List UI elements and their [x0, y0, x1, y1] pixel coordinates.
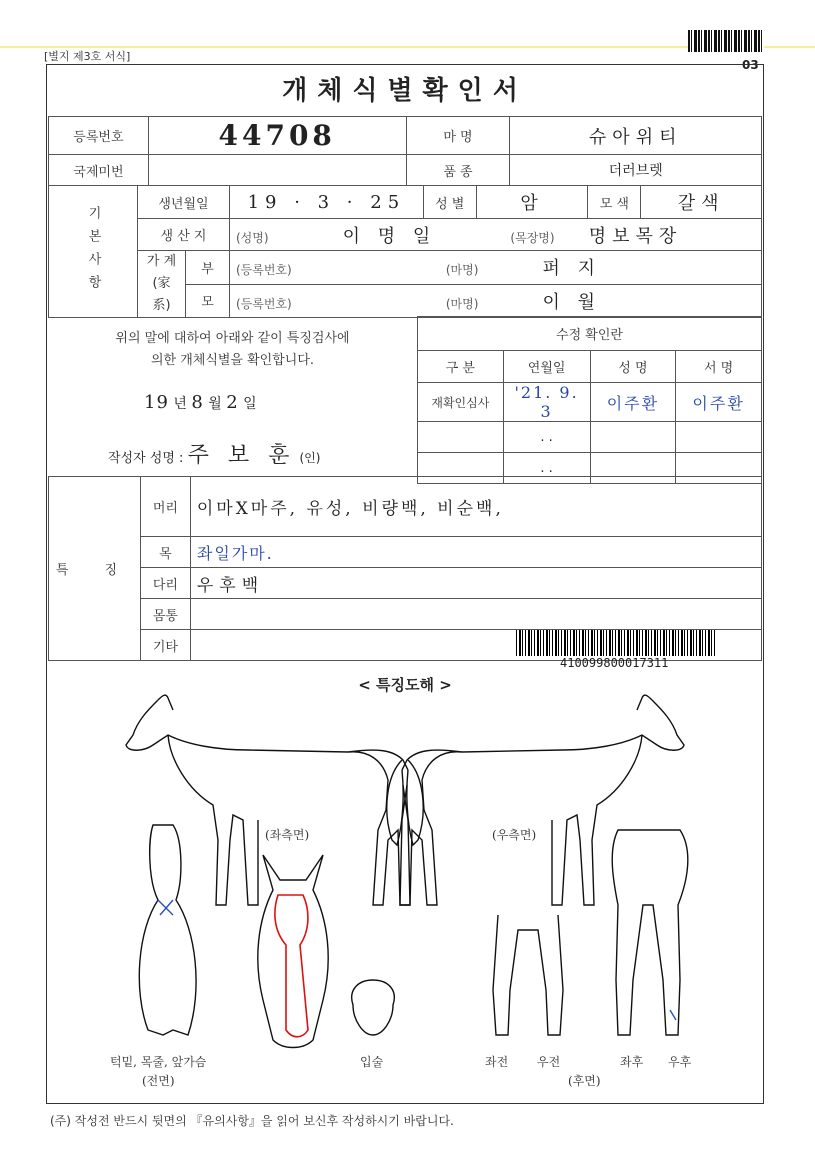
sire-cell — [229, 251, 761, 285]
row2-type — [418, 422, 504, 453]
dam-label: 모 — [186, 284, 230, 318]
mid-barcode — [516, 630, 716, 656]
col-name: 성 명 — [590, 351, 676, 383]
origin-name-value: 이 명 일 — [342, 225, 437, 247]
breed-value: 더러브렛 — [510, 155, 762, 186]
author-value: 주 보 훈 — [187, 443, 296, 468]
etc-label: 기타 — [140, 630, 190, 661]
reg-no-label: 등록번호 — [49, 117, 149, 155]
footer-note: (주) 작성전 반드시 뒷면의 『유의사항』을 읽어 보신후 작성하시기 바랍니다. — [50, 1114, 454, 1128]
color-value: 갈색 — [641, 186, 762, 219]
horse-right-side — [387, 695, 684, 905]
caption-lips: 입술 — [360, 1055, 384, 1069]
neck-value: 좌일가마. — [190, 537, 761, 568]
col-type: 구 분 — [418, 351, 504, 383]
row1-sign: 이주환 — [676, 383, 762, 422]
origin-cell — [229, 219, 761, 251]
row1-date: '21. 9. 3 — [503, 383, 590, 422]
author-line — [108, 438, 320, 469]
leg-value: 우후백 — [190, 568, 761, 599]
author-seal: (인) — [299, 451, 321, 465]
confirm-block — [48, 316, 418, 477]
caption-left-side: (좌측면) — [265, 828, 310, 842]
sire-name-value: 퍼 지 — [542, 258, 602, 280]
statement-line-2: 의한 개체식별을 확인합니다. — [150, 353, 315, 368]
intl-no-label: 국제미번 — [49, 155, 149, 186]
horse-left-side — [126, 695, 423, 905]
sire-name-label: (마명) — [445, 263, 479, 278]
barcode-number: 410099800017311 — [560, 656, 669, 670]
row1-type: 재확인심사 — [418, 383, 504, 422]
family-label-cell — [138, 251, 186, 318]
origin-label: 생 산 지 — [138, 219, 230, 251]
caption-right-fore: 우전 — [537, 1055, 561, 1069]
neck-label: 목 — [140, 537, 190, 568]
body-value — [190, 599, 761, 630]
sire-reg-label: (등록번호) — [235, 263, 292, 278]
caption-rear: (후면) — [568, 1074, 601, 1088]
leg-label: 다리 — [140, 568, 190, 599]
color-label: 모 색 — [588, 186, 641, 219]
dam-reg-label: (등록번호) — [235, 296, 292, 311]
statement-line-1: 위의 말에 대하여 아래와 같이 특징검사에 — [115, 331, 350, 346]
date-year-unit: 년 — [173, 396, 187, 412]
date-day: 2 — [226, 392, 239, 413]
diagram-drawing — [48, 690, 762, 1100]
caption-left-hind: 좌후 — [620, 1055, 644, 1069]
correction-title: 수정 확인란 — [418, 317, 762, 351]
horse-name-label: 마 명 — [406, 117, 510, 155]
author-label: 작성자 성명 : — [108, 451, 184, 466]
correction-table — [417, 316, 762, 484]
caption-right-hind: 우후 — [668, 1055, 692, 1069]
row1-name: 이주환 — [590, 383, 676, 422]
date-year: 19 — [144, 392, 169, 413]
registration-table — [48, 116, 762, 186]
date-month: 8 — [191, 392, 204, 413]
horse-lips — [352, 980, 395, 1035]
horse-name-value: 슈아위티 — [510, 117, 762, 155]
caption-front: (전면) — [142, 1074, 175, 1088]
caption-right-side: (우측면) — [492, 828, 537, 842]
form-tag: [별지 제3호 서식] — [44, 50, 131, 63]
basic-info-table — [48, 185, 762, 318]
origin-farm-label: (목장명) — [510, 230, 555, 245]
horse-head-front — [258, 855, 328, 1048]
diagram-title: < 특징도해 > — [358, 676, 452, 694]
confirm-date — [144, 392, 257, 413]
sire-label: 부 — [186, 251, 230, 285]
reg-no-value: 44708 — [148, 117, 406, 155]
family-hanja: (家系) — [152, 276, 171, 313]
head-label: 머리 — [140, 477, 190, 537]
col-sign: 서 명 — [676, 351, 762, 383]
breed-label: 품 종 — [406, 155, 510, 186]
dam-cell — [229, 284, 761, 318]
horse-neck-front — [139, 825, 196, 1035]
body-label: 몸통 — [140, 599, 190, 630]
horse-rear-view — [612, 830, 688, 1035]
top-barcode — [688, 30, 764, 52]
row2-sign — [676, 422, 762, 453]
dam-name-value: 이 월 — [542, 291, 602, 313]
intl-no-value — [148, 155, 406, 186]
document-title: 개체식별확인서 — [48, 66, 762, 117]
row3-date: . . — [503, 453, 590, 484]
birth-value: 19 · 3 · 25 — [229, 186, 423, 219]
origin-name-label: (성명) — [235, 230, 269, 245]
date-day-unit: 일 — [243, 396, 257, 412]
sex-value: 암 — [476, 186, 588, 219]
date-month-unit: 월 — [208, 396, 222, 412]
row2-name — [590, 422, 676, 453]
birth-label: 생년월일 — [138, 186, 230, 219]
col-date: 연월일 — [503, 351, 590, 383]
row2-date: . . — [503, 422, 590, 453]
sex-label: 성 별 — [423, 186, 476, 219]
dam-name-label: (마명) — [445, 296, 479, 311]
caption-left-fore: 좌전 — [485, 1055, 509, 1069]
basic-section-label: 기본사항 — [49, 186, 138, 318]
origin-farm-value: 명보목장 — [588, 225, 683, 247]
page-number: 03 — [742, 58, 759, 72]
family-label: 가 계 — [146, 254, 177, 269]
horse-front-legs — [493, 915, 563, 1035]
features-section-label: 특 징 — [49, 477, 141, 661]
caption-neck: 턱밑, 목줄, 앞가슴 — [110, 1055, 207, 1069]
head-value: 이마X마주, 유성, 비량백, 비순백, — [190, 477, 761, 537]
